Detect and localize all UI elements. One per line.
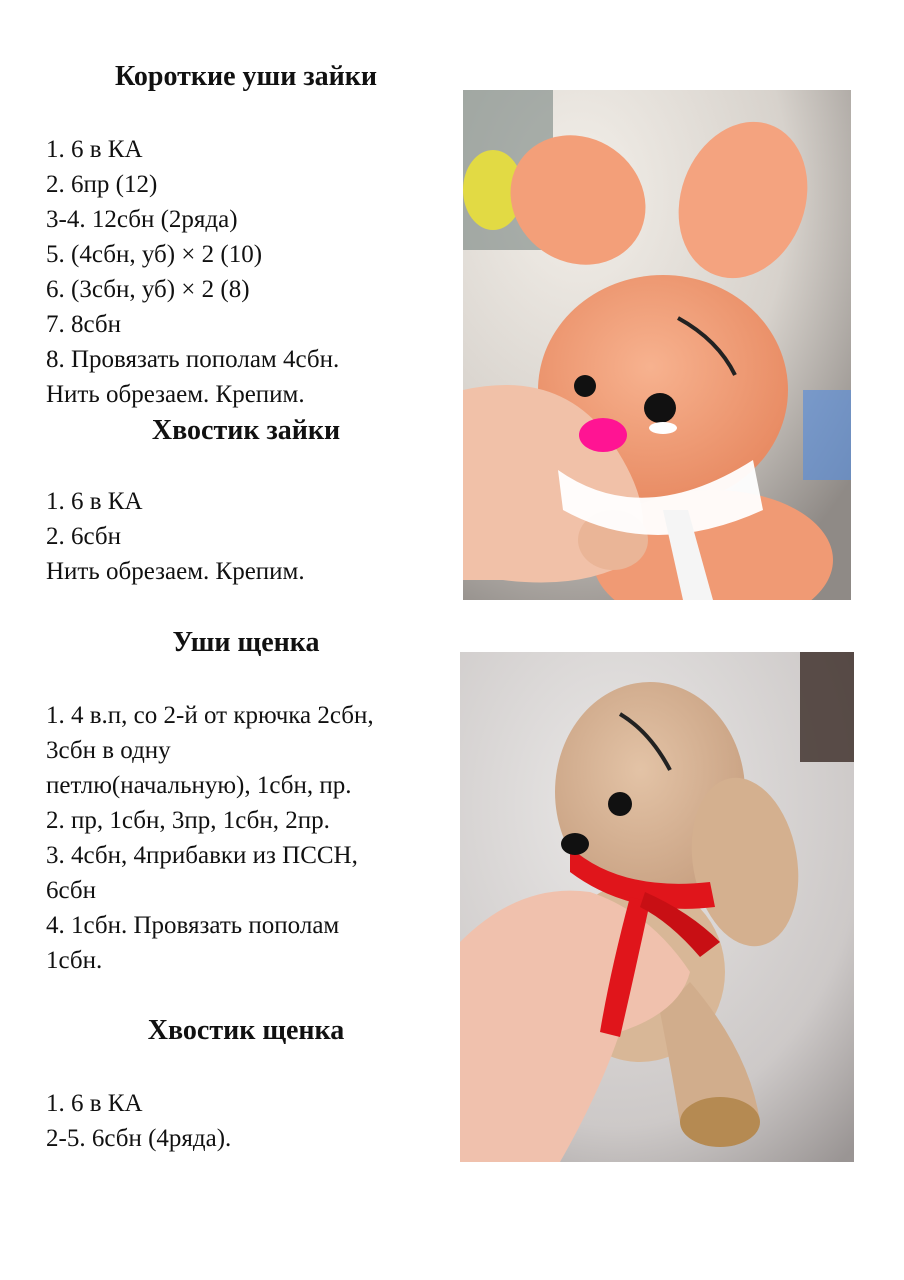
instruction-line: 1. 6 в КА	[46, 488, 143, 515]
section-title-bunny-ears: Короткие уши зайки	[115, 61, 377, 92]
instruction-line: 4. 1сбн. Провязать пополам	[46, 912, 340, 939]
instruction-line: 1. 4 в.п, со 2-й от крючка 2сбн,	[46, 702, 374, 729]
instruction-line: Нить обрезаем. Крепим.	[46, 381, 305, 408]
instruction-line: 6. (3сбн, уб) × 2 (8)	[46, 276, 250, 303]
section-title-bunny-tail: Хвостик зайки	[151, 415, 341, 446]
section-title-puppy-ears: Уши щенка	[172, 627, 320, 658]
bunny-photo	[463, 90, 851, 600]
instruction-line: 5. (4сбн, уб) × 2 (10)	[46, 241, 263, 268]
section-title-puppy-tail: Хвостик щенка	[147, 1015, 345, 1046]
instruction-line: петлю(начальную), 1сбн, пр.	[46, 772, 352, 799]
instruction-line: 1сбн.	[46, 947, 103, 974]
instruction-line: 6сбн	[46, 877, 96, 904]
instruction-line: 1. 6 в КА	[46, 136, 143, 163]
instruction-line: 3-4. 12сбн (2ряда)	[46, 206, 238, 233]
instruction-line: 3. 4сбн, 4прибавки из ПССН,	[46, 842, 358, 869]
instruction-line: 7. 8сбн	[46, 311, 121, 338]
instruction-line: 2. пр, 1сбн, 3пр, 1сбн, 2пр.	[46, 807, 330, 834]
instruction-line: 2. 6пр (12)	[46, 171, 158, 198]
instruction-line: 3сбн в одну	[46, 737, 171, 764]
instruction-line: Нить обрезаем. Крепим.	[46, 558, 305, 585]
instruction-line: 2. 6сбн	[46, 523, 121, 550]
instruction-line: 2-5. 6сбн (4ряда).	[46, 1125, 232, 1152]
instruction-line: 1. 6 в КА	[46, 1090, 143, 1117]
instruction-line: 8. Провязать пополам 4сбн.	[46, 346, 340, 373]
puppy-photo	[460, 652, 854, 1162]
